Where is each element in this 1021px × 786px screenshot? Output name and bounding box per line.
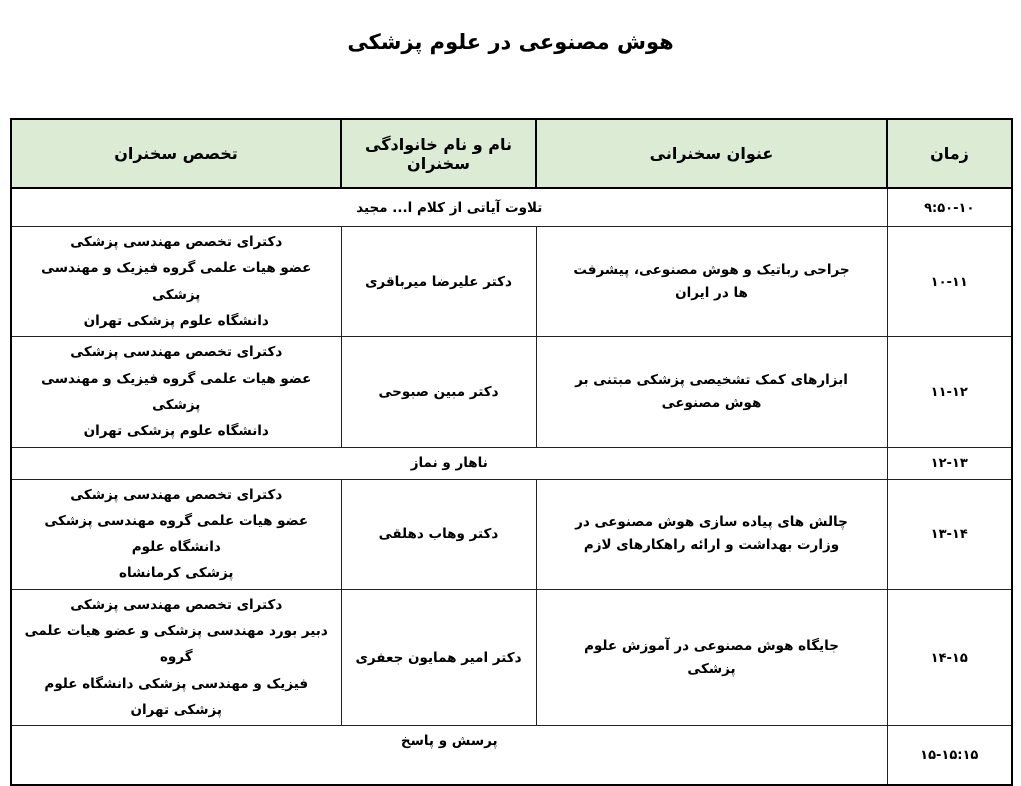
specialty-cell — [11, 589, 341, 726]
table-row-session-3 — [11, 479, 1012, 589]
time-value: ۹:۵۰-۱۰ — [924, 200, 975, 216]
speaker-name-cell: دکتر علیرضا میرباقری — [341, 227, 536, 337]
talk-title-cell: ابزارهای کمک تشخیصی پزشکی مبتنی بر هوش مصنوعی — [536, 337, 887, 447]
time-value: ۱۵-۱۵:۱۵ — [920, 748, 979, 764]
specialty-line: عضو هیات علمی گروه فیزیک و مهندسی پزشکی — [41, 260, 312, 303]
specialty-line: دکترای تخصص مهندسی پزشکی — [70, 344, 283, 361]
time-cell — [887, 447, 1012, 479]
time-cell — [887, 188, 1012, 227]
table-row-lunch — [11, 447, 1012, 479]
specialty-cell — [11, 479, 341, 589]
time-value: ۱۳-۱۴ — [930, 527, 968, 543]
specialty-cell — [11, 227, 341, 337]
merged-label-cell: تلاوت آیاتی از کلام ا... مجید — [11, 188, 887, 227]
merged-label-cell: ناهار و نماز — [11, 447, 887, 479]
specialty-line: فیزیک و مهندسی پزشکی دانشگاه علوم پزشکی تهران — [44, 675, 309, 718]
time-cell — [887, 479, 1012, 589]
schedule-table — [10, 118, 1013, 786]
talk-title-cell: جراحی رباتیک و هوش مصنوعی، پیشرفت ها در ایران — [536, 227, 887, 337]
table-row-qa — [11, 726, 1012, 786]
table-row-session-2 — [11, 337, 1012, 447]
header-talk-title: عنوان سخنرانی — [536, 119, 887, 188]
header-row — [11, 119, 1012, 188]
specialty-line: دکترای تخصص مهندسی پزشکی — [70, 234, 283, 250]
header-speaker-name: نام و نام خانوادگی سخنران — [341, 119, 536, 188]
header-time: زمان — [887, 119, 1012, 188]
specialty-line: دانشگاه علوم پزشکی تهران — [83, 423, 269, 440]
time-cell — [887, 337, 1012, 447]
table-row-opening — [11, 188, 1012, 227]
specialty-line: دبیر بورد مهندسی پزشکی و عضو هیات علمی گروه — [24, 623, 328, 666]
specialty-line: دکترای تخصص مهندسی پزشکی — [70, 596, 283, 613]
page-title: هوش مصنوعی در علوم پزشکی — [347, 30, 674, 54]
time-value: ۱۲-۱۳ — [930, 456, 968, 471]
specialty-line: عضو هیات علمی گروه مهندسی پزشکی دانشگاه علوم — [44, 512, 309, 556]
table-row-session-4 — [11, 589, 1012, 726]
time-value: ۱۰-۱۱ — [930, 274, 968, 290]
time-cell — [887, 589, 1012, 726]
time-value: ۱۴-۱۵ — [930, 650, 968, 666]
specialty-line: دانشگاه علوم پزشکی تهران — [83, 312, 269, 329]
time-cell — [887, 726, 1012, 786]
talk-title-cell: چالش های پیاده سازی هوش مصنوعی در وزارت بهداشت و ارائه راهکارهای لازم — [536, 479, 887, 589]
speaker-name-cell: دکتر امیر همایون جعفری — [341, 589, 536, 726]
specialty-line: دکترای تخصص مهندسی پزشکی — [70, 486, 283, 503]
merged-label-cell: پرسش و پاسخ — [11, 726, 887, 786]
speaker-name-cell: دکتر وهاب دهلقی — [341, 479, 536, 589]
time-cell — [887, 227, 1012, 337]
table-row-session-1 — [11, 227, 1012, 337]
header-specialty: تخصص سخنران — [11, 119, 341, 188]
specialty-line: عضو هیات علمی گروه فیزیک و مهندسی پزشکی — [41, 370, 312, 413]
specialty-line: پزشکی کرمانشاه — [119, 565, 234, 582]
speaker-name-cell: دکتر مبین صبوحی — [341, 337, 536, 447]
specialty-cell — [11, 337, 341, 447]
time-value: ۱۱-۱۲ — [930, 384, 968, 400]
talk-title-cell: جایگاه هوش مصنوعی در آموزش علوم پزشکی — [536, 589, 887, 726]
